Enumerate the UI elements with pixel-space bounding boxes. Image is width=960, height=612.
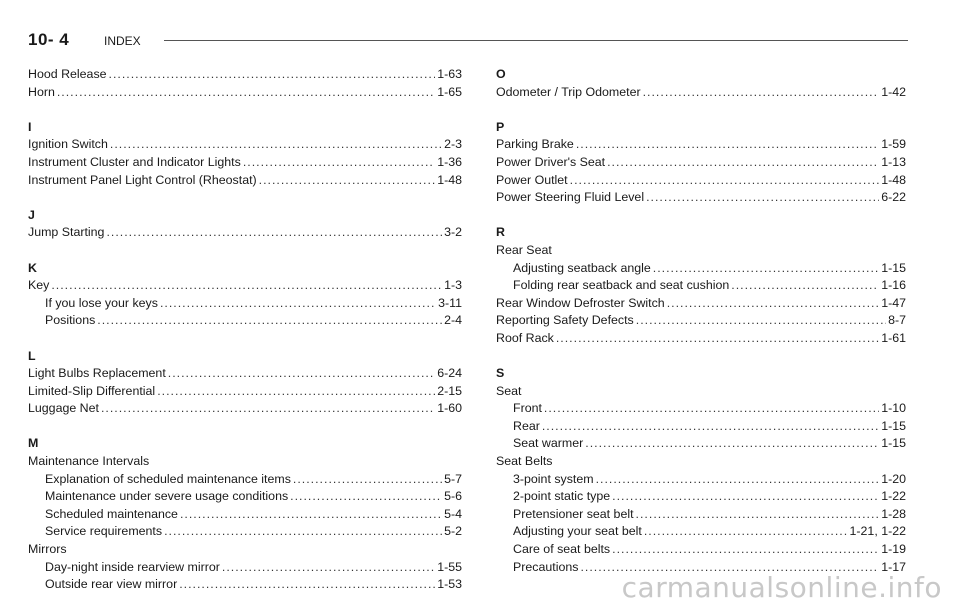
- index-subentry: Front ..... 1-10: [496, 400, 906, 418]
- watermark: carmanualsonline.info: [621, 571, 942, 604]
- index-column-left: [28, 66, 462, 594]
- index-entry: Key ..... 1-3: [28, 277, 462, 295]
- index-subentry: Positions ..... 2-4: [28, 312, 462, 330]
- index-entry: Power Steering Fluid Level ..... 6-22: [496, 189, 906, 207]
- index-entry: Reporting Safety Defects ..... 8-7: [496, 312, 906, 330]
- index-heading: Rear Seat: [496, 242, 552, 257]
- index-entry: Parking Brake ..... 1-59: [496, 136, 906, 154]
- index-heading: Mirrors: [28, 542, 67, 557]
- index-subentry: Maintenance under severe usage conditions ..... 5-6: [28, 488, 462, 506]
- page-number: 10- 4: [28, 30, 70, 49]
- index-entry: Limited-Slip Differential ..... 2-15: [28, 383, 462, 401]
- page-header: [28, 30, 908, 52]
- index-subentry: Day-night inside rearview mirror ..... 1-55: [28, 559, 462, 577]
- index-entry: Rear Window Defroster Switch ..... 1-47: [496, 295, 906, 313]
- index-entry: Horn ..... 1-65: [28, 84, 462, 102]
- index-subentry: Precautions ..... 1-17: [496, 559, 906, 577]
- index-letter: P: [496, 119, 505, 134]
- header-rule: [164, 40, 908, 41]
- index-subentry: Folding rear seatback and seat cushion ..... 1-16: [496, 277, 906, 295]
- index-heading: Seat Belts: [496, 454, 553, 469]
- index-letter: L: [28, 348, 36, 363]
- index-subentry: Care of seat belts ..... 1-19: [496, 541, 906, 559]
- index-subentry: Adjusting your seat belt ..... 1-21, 1-22: [496, 523, 906, 541]
- index-subentry: Explanation of scheduled maintenance items ..... 5-7: [28, 471, 462, 489]
- index-letter: S: [496, 366, 505, 381]
- index-subentry: Adjusting seatback angle ..... 1-15: [496, 260, 906, 278]
- index-entry: Power Driver's Seat ..... 1-13: [496, 154, 906, 172]
- index-subentry: Service requirements ..... 5-2: [28, 523, 462, 541]
- index-entry: Ignition Switch ..... 2-3: [28, 136, 462, 154]
- index-subentry: Rear ..... 1-15: [496, 418, 906, 436]
- index-letter: R: [496, 225, 505, 240]
- index-subentry: Seat warmer ..... 1-15: [496, 435, 906, 453]
- index-subentry: 3-point system ..... 1-20: [496, 471, 906, 489]
- index-subentry: Pretensioner seat belt ..... 1-28: [496, 506, 906, 524]
- index-letter: J: [28, 207, 35, 222]
- section-title: INDEX: [104, 34, 141, 48]
- index-column-right: [496, 66, 906, 576]
- index-entry: Instrument Cluster and Indicator Lights ..... 1-36: [28, 154, 462, 172]
- index-letter: O: [496, 67, 506, 81]
- index-letter: M: [28, 436, 39, 451]
- index-letter: K: [28, 260, 37, 275]
- index-entry: Luggage Net ..... 1-60: [28, 400, 462, 418]
- index-subentry: Outside rear view mirror ..... 1-53: [28, 576, 462, 594]
- index-entry: Instrument Panel Light Control (Rheostat) ..... 1-48: [28, 172, 462, 190]
- index-heading: Seat: [496, 383, 522, 398]
- index-subentry: If you lose your keys ..... 3-11: [28, 295, 462, 313]
- index-subentry: 2-point static type ..... 1-22: [496, 488, 906, 506]
- index-entry: Light Bulbs Replacement ..... 6-24: [28, 365, 462, 383]
- index-entry: Hood Release ..... 1-63: [28, 66, 462, 84]
- index-entry: Jump Starting ..... 3-2: [28, 224, 462, 242]
- index-entry: Power Outlet ..... 1-48: [496, 172, 906, 190]
- index-entry: Roof Rack ..... 1-61: [496, 330, 906, 348]
- index-entry: Odometer / Trip Odometer ..... 1-42: [496, 84, 906, 102]
- index-heading: Maintenance Intervals: [28, 454, 150, 469]
- index-subentry: Scheduled maintenance ..... 5-4: [28, 506, 462, 524]
- index-letter: I: [28, 119, 32, 134]
